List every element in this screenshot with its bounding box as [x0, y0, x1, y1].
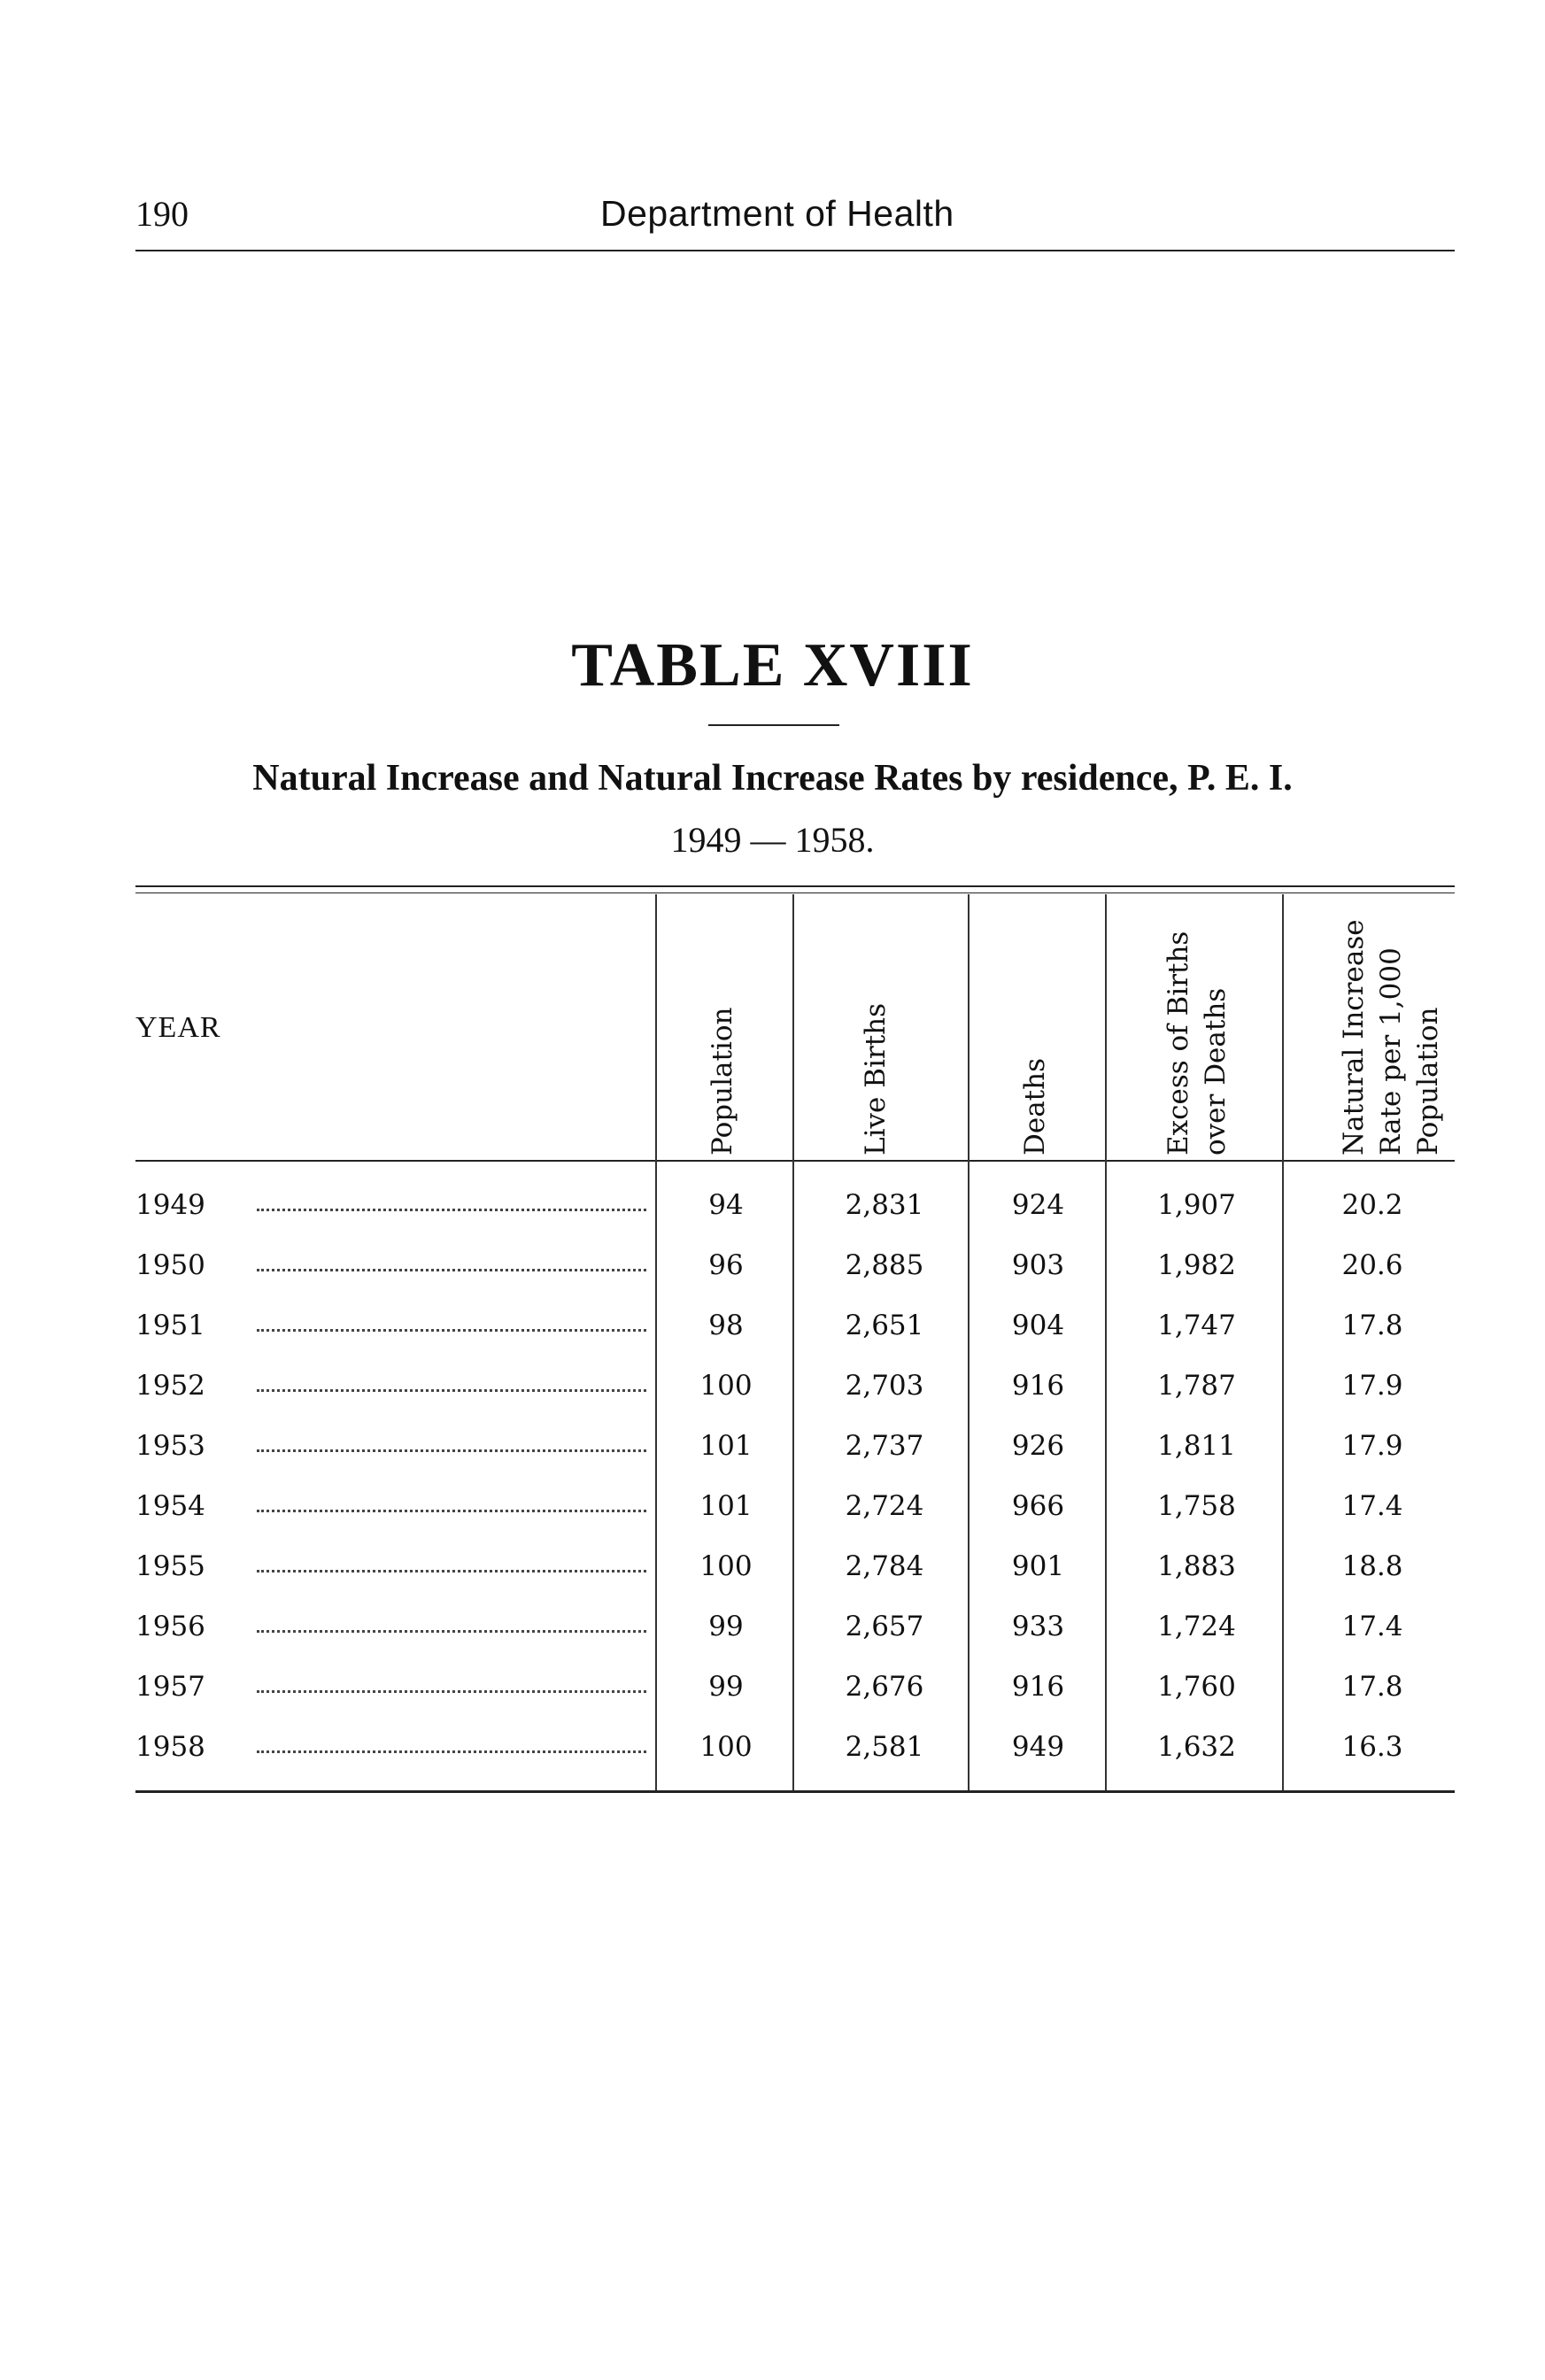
rate-cell: 20.6: [1341, 1249, 1403, 1281]
year-cell: 1951: [135, 1310, 205, 1341]
population-cell: 99: [708, 1671, 744, 1703]
table-bottom-rule: [135, 1790, 1455, 1793]
excess-cell: 1,758: [1157, 1490, 1236, 1522]
year-cell: 1954: [135, 1490, 205, 1522]
table-top-rule-inner: [135, 892, 1455, 893]
excess-cell: 1,811: [1157, 1430, 1236, 1462]
live-births-cell: 2,657: [845, 1611, 924, 1642]
deaths-cell: 904: [1011, 1310, 1065, 1341]
year-cell: 1953: [135, 1430, 205, 1462]
page-header: [135, 193, 1455, 246]
population-cell: 100: [699, 1731, 753, 1763]
deaths-cell: 903: [1011, 1249, 1065, 1281]
dot-leader: [257, 1329, 646, 1332]
rate-cell: 17.9: [1341, 1430, 1403, 1462]
live-births-cell: 2,651: [845, 1310, 924, 1341]
column-header-year: YEAR: [135, 1011, 221, 1044]
dot-leader: [257, 1209, 646, 1211]
population-cell: 94: [708, 1189, 744, 1221]
population-cell: 100: [699, 1550, 753, 1582]
excess-cell: 1,982: [1157, 1249, 1236, 1281]
table-subtitle: Natural Increase and Natural Increase Rates by residence, P. E. I.: [252, 758, 1293, 799]
dot-leader: [257, 1630, 646, 1633]
title-rule: [708, 724, 839, 726]
year-cell: 1952: [135, 1370, 205, 1402]
live-births-cell: 2,581: [845, 1731, 924, 1763]
table-row: [0, 1611, 1545, 1664]
population-cell: 101: [699, 1430, 753, 1462]
live-births-cell: 2,737: [845, 1430, 924, 1462]
rate-cell: 17.9: [1341, 1370, 1403, 1402]
year-cell: 1958: [135, 1731, 205, 1763]
excess-cell: 1,760: [1157, 1671, 1236, 1703]
rate-cell: 17.8: [1341, 1310, 1403, 1341]
rate-cell: 18.8: [1341, 1550, 1403, 1582]
column-header-deaths: Deaths: [1019, 1057, 1051, 1155]
column-header-population: Population: [707, 1007, 738, 1155]
rate-cell: 20.2: [1341, 1189, 1403, 1221]
table-title: TABLE XVIII: [571, 631, 974, 699]
header-bottom-rule: [135, 1160, 1455, 1162]
dot-leader: [257, 1449, 646, 1452]
deaths-cell: 926: [1011, 1430, 1065, 1462]
excess-cell: 1,787: [1157, 1370, 1236, 1402]
year-cell: 1956: [135, 1611, 205, 1642]
dot-leader: [257, 1570, 646, 1572]
running-head: Department of Health: [600, 193, 954, 234]
table-row: [0, 1490, 1545, 1543]
table-row: [0, 1671, 1545, 1724]
table-row: [0, 1189, 1545, 1242]
deaths-cell: 933: [1011, 1611, 1065, 1642]
live-births-cell: 2,724: [845, 1490, 924, 1522]
population-cell: 99: [708, 1611, 744, 1642]
deaths-cell: 916: [1011, 1671, 1065, 1703]
population-cell: 98: [708, 1310, 744, 1341]
table-years: 1949 — 1958.: [670, 820, 875, 860]
year-cell: 1957: [135, 1671, 205, 1703]
column-header-excess-births: Excess of Births over Deaths: [1163, 931, 1232, 1155]
deaths-cell: 901: [1011, 1550, 1065, 1582]
excess-cell: 1,724: [1157, 1611, 1236, 1642]
dot-leader: [257, 1750, 646, 1753]
population-cell: 101: [699, 1490, 753, 1522]
column-header-natural-increase-rate: Natural Increase Rate per 1,000 Population: [1338, 919, 1444, 1155]
header-rule: [135, 250, 1455, 251]
excess-cell: 1,632: [1157, 1731, 1236, 1763]
dot-leader: [257, 1510, 646, 1512]
year-cell: 1955: [135, 1550, 205, 1582]
live-births-cell: 2,885: [845, 1249, 924, 1281]
deaths-cell: 949: [1011, 1731, 1065, 1763]
table-row: [0, 1310, 1545, 1363]
table-row: [0, 1249, 1545, 1302]
dot-leader: [257, 1389, 646, 1392]
rate-cell: 17.8: [1341, 1671, 1403, 1703]
table-row: [0, 1731, 1545, 1784]
live-births-cell: 2,784: [845, 1550, 924, 1582]
page-number: 190: [135, 194, 189, 234]
dot-leader: [257, 1690, 646, 1693]
rate-cell: 17.4: [1341, 1490, 1403, 1522]
live-births-cell: 2,831: [845, 1189, 924, 1221]
live-births-cell: 2,703: [845, 1370, 924, 1402]
table-row: [0, 1430, 1545, 1483]
deaths-cell: 966: [1011, 1490, 1065, 1522]
column-header-live-births: Live Births: [860, 1002, 892, 1155]
table-top-rule: [135, 885, 1455, 887]
table-row: [0, 1370, 1545, 1423]
rate-cell: 16.3: [1341, 1731, 1403, 1763]
table-row: [0, 1550, 1545, 1603]
population-cell: 100: [699, 1370, 753, 1402]
live-births-cell: 2,676: [845, 1671, 924, 1703]
year-cell: 1950: [135, 1249, 205, 1281]
rate-cell: 17.4: [1341, 1611, 1403, 1642]
year-cell: 1949: [135, 1189, 205, 1221]
dot-leader: [257, 1269, 646, 1271]
excess-cell: 1,883: [1157, 1550, 1236, 1582]
excess-cell: 1,907: [1157, 1189, 1236, 1221]
deaths-cell: 924: [1011, 1189, 1065, 1221]
population-cell: 96: [708, 1249, 744, 1281]
excess-cell: 1,747: [1157, 1310, 1236, 1341]
deaths-cell: 916: [1011, 1370, 1065, 1402]
